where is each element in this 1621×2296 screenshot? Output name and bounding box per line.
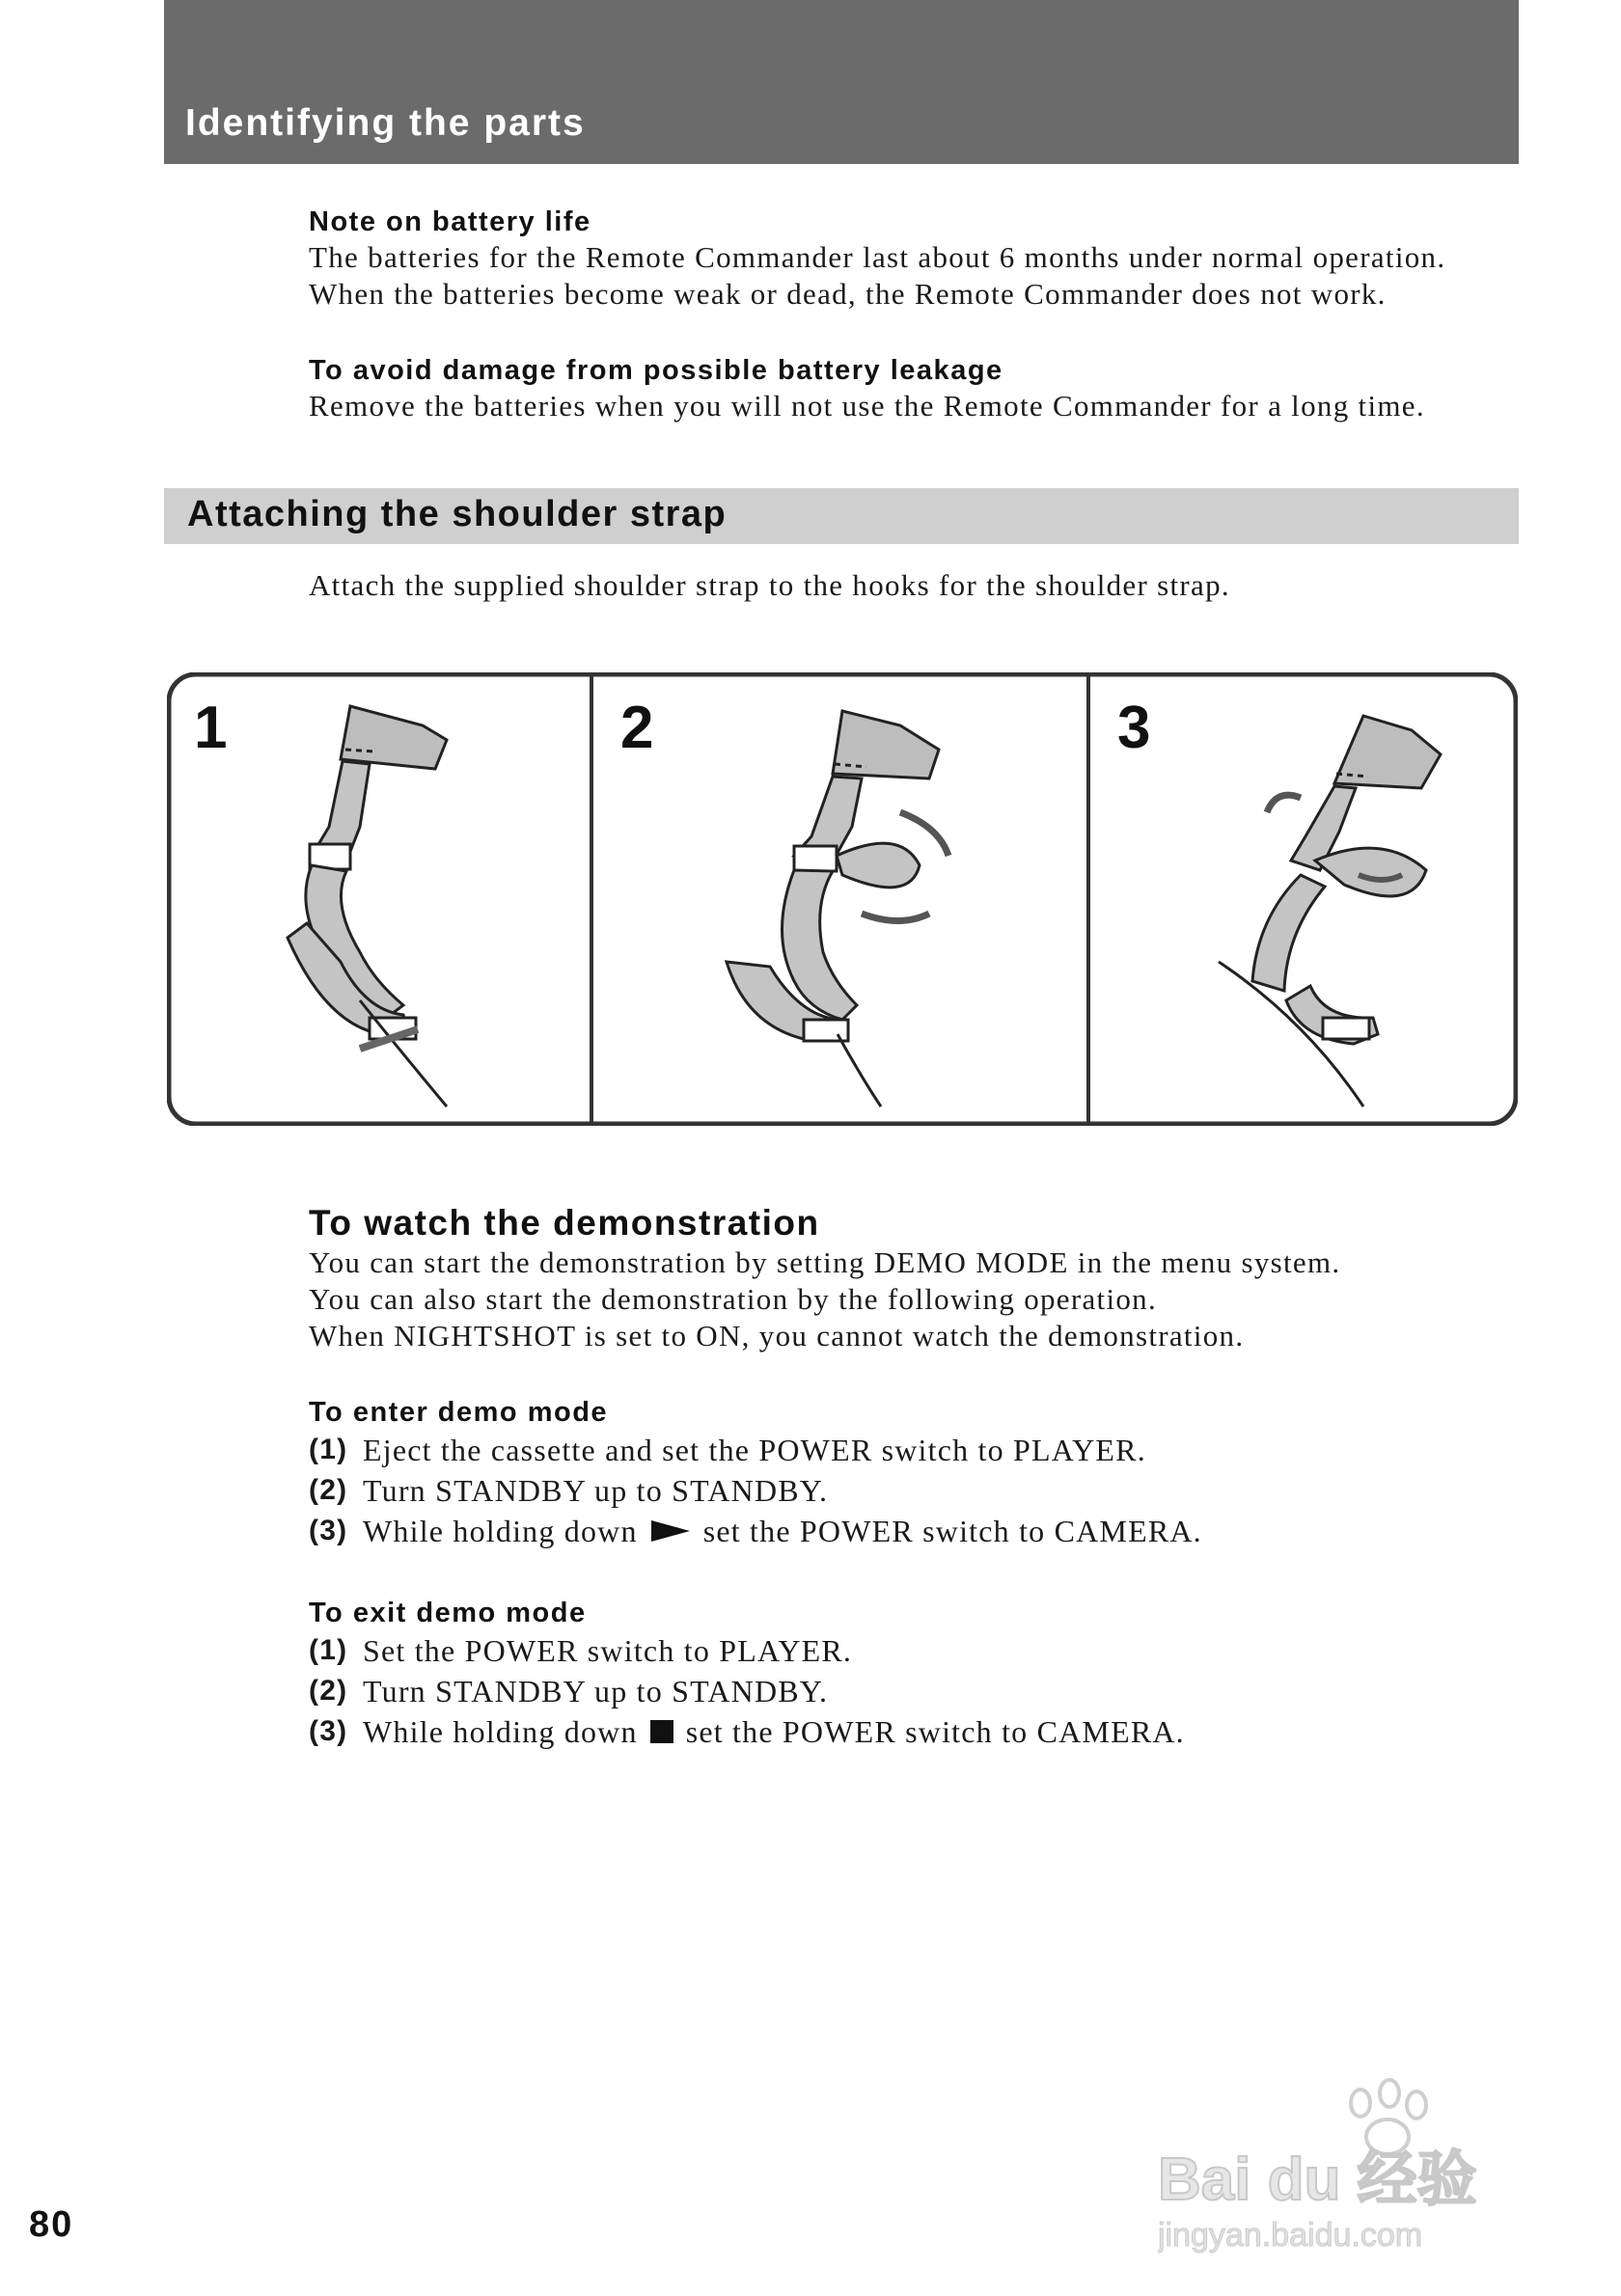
- exit-demo: [309, 1596, 1525, 1752]
- enter-step: [309, 1470, 1525, 1511]
- leakage-line: Remove the batteries when you will not use the Remote Commander for a long time.: [309, 389, 1425, 423]
- exit-step: [309, 1630, 1525, 1671]
- battery-note: [309, 205, 1525, 313]
- page-number: 80: [29, 2204, 74, 2245]
- step-text: Eject the cassette and set the POWER switch to PLAYER.: [363, 1433, 1146, 1467]
- demo-section: [309, 1202, 1525, 1354]
- section-bar: [164, 488, 1519, 544]
- step-text: Set the POWER switch to PLAYER.: [363, 1633, 853, 1668]
- strap-intro: [309, 567, 1525, 604]
- step-number: (2): [309, 1675, 348, 1707]
- step-number: (1): [309, 1434, 348, 1465]
- battery-note-line: The batteries for the Remote Commander last about 6 months under normal operation.: [309, 240, 1446, 274]
- step-text: Turn STANDBY up to STANDBY.: [363, 1473, 829, 1508]
- demo-line: You can also start the demonstration by the following operation.: [309, 1282, 1158, 1316]
- enter-step: [309, 1430, 1525, 1470]
- watermark-url: jingyan.baidu.com: [1158, 2217, 1423, 2254]
- play-icon: [649, 1518, 692, 1544]
- page-title: Identifying the parts: [185, 102, 586, 144]
- enter-step: [309, 1511, 1525, 1551]
- strap-intro-text: Attach the supplied shoulder strap to the hooks for the shoulder strap.: [309, 568, 1230, 602]
- enter-demo-heading: To enter demo mode: [309, 1397, 609, 1428]
- demo-line: You can start the demonstration by setting DEMO MODE in the menu system.: [309, 1245, 1341, 1279]
- leakage-heading: To avoid damage from possible battery leakage: [309, 355, 1003, 386]
- demo-heading: To watch the demonstration: [309, 1203, 820, 1243]
- strap-illustration: [167, 672, 1518, 1126]
- exit-step: [309, 1711, 1525, 1752]
- step-number: (1): [309, 1634, 348, 1666]
- exit-step: [309, 1671, 1525, 1711]
- step-number: (2): [309, 1474, 348, 1506]
- step-number: (3): [309, 1715, 348, 1747]
- step-text-after: set the POWER switch to CAMERA.: [685, 1714, 1185, 1749]
- step-text: Turn STANDBY up to STANDBY.: [363, 1674, 829, 1708]
- battery-note-line: When the batteries become weak or dead, the Remote Commander does not work.: [309, 277, 1387, 311]
- step-text-after: set the POWER switch to CAMERA.: [702, 1514, 1202, 1548]
- demo-line: When NIGHTSHOT is set to ON, you cannot watch the demonstration.: [309, 1319, 1245, 1353]
- section-title: Attaching the shoulder strap: [187, 494, 728, 534]
- panel-number: 1: [194, 695, 228, 761]
- panel-number: 3: [1117, 695, 1151, 761]
- watermark-brand: Bai du 经验: [1158, 2146, 1477, 2213]
- step-text-before: While holding down: [363, 1714, 638, 1749]
- exit-demo-heading: To exit demo mode: [309, 1598, 587, 1628]
- step-number: (3): [309, 1515, 348, 1546]
- header-bar: [164, 0, 1519, 164]
- stop-icon: [649, 1719, 674, 1744]
- battery-note-heading: Note on battery life: [309, 206, 591, 237]
- leakage-note: [309, 353, 1525, 424]
- step-text-before: While holding down: [363, 1514, 638, 1548]
- enter-demo: [309, 1395, 1525, 1551]
- panel-number: 2: [620, 695, 654, 761]
- baidu-watermark: [1158, 2064, 1544, 2257]
